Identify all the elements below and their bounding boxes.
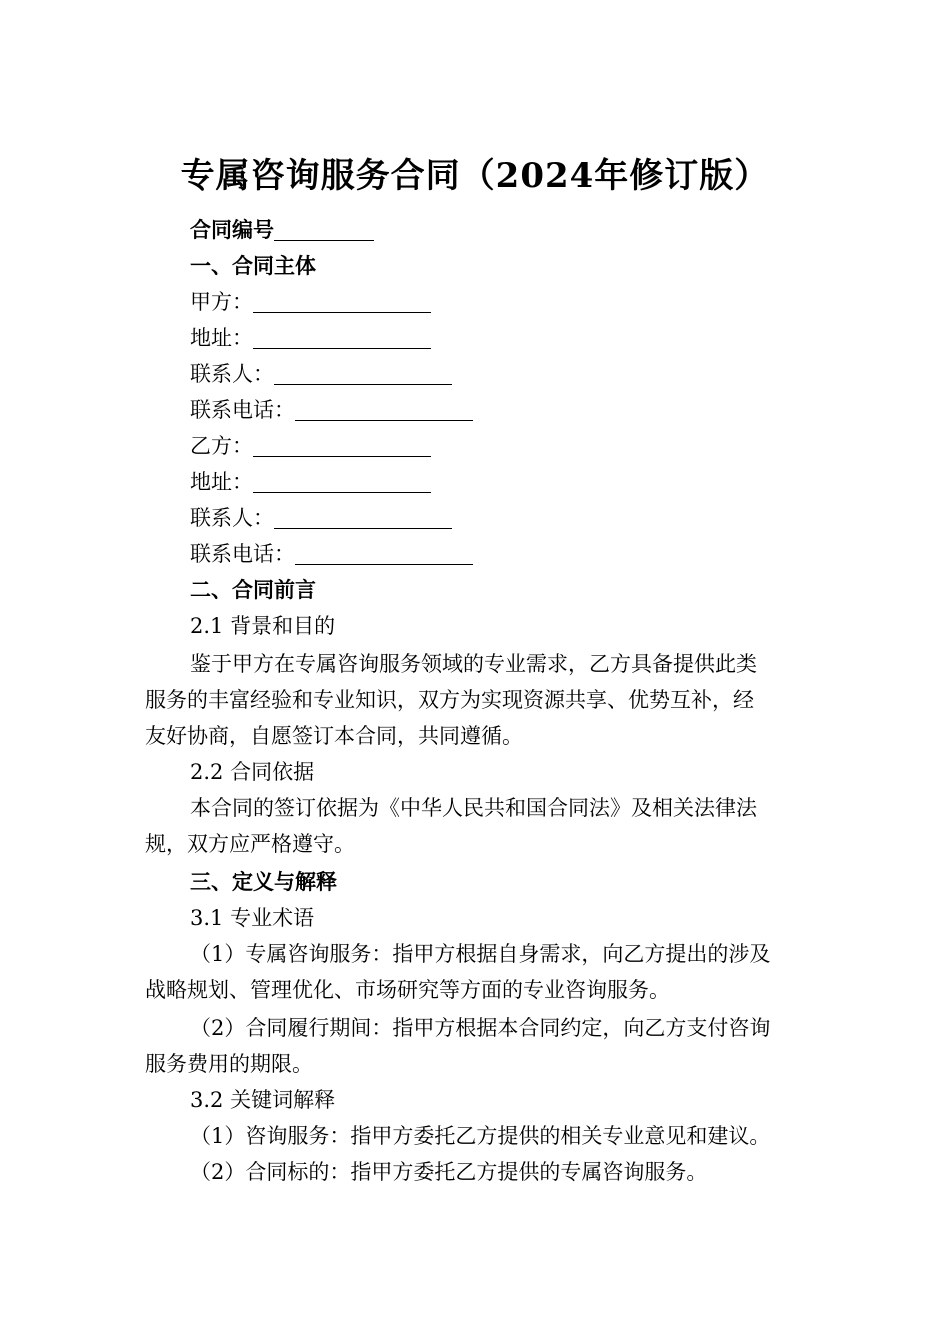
party-a-address-row xyxy=(190,320,431,356)
section2-sub2-line: 规，双方应严格遵守。 xyxy=(145,832,355,856)
party-b-contact-label: 联系人： xyxy=(190,506,274,530)
party-a-contact-blank[interactable] xyxy=(274,362,452,385)
document-title: 专属咨询服务合同（2024年修订版） xyxy=(180,156,770,196)
section3-sub1-item2-line: 服务费用的期限。 xyxy=(145,1052,313,1076)
section3-sub1-title: 3.1 专业术语 xyxy=(190,906,315,930)
party-a-address-blank[interactable] xyxy=(253,326,431,349)
contract-number-blank[interactable] xyxy=(274,218,374,241)
section3-sub1-item1-line: （1）专属咨询服务：指甲方根据自身需求，向乙方提出的涉及 xyxy=(190,942,771,966)
section3-sub2-item1: （1）咨询服务：指甲方委托乙方提供的相关专业意见和建议。 xyxy=(190,1124,771,1148)
party-b-blank[interactable] xyxy=(253,434,431,457)
contract-number-row xyxy=(190,212,374,248)
section3-sub1-item1-line: 战略规划、管理优化、市场研究等方面的专业咨询服务。 xyxy=(145,978,670,1002)
contract-number-label: 合同编号 xyxy=(190,217,274,242)
section3-sub2-item2: （2）合同标的：指甲方委托乙方提供的专属咨询服务。 xyxy=(190,1160,708,1184)
section3-heading: 三、定义与解释 xyxy=(190,869,337,894)
party-a-phone-row xyxy=(190,392,473,428)
section2-sub2-line: 本合同的签订依据为《中华人民共和国合同法》及相关法律法 xyxy=(190,796,757,820)
party-b-phone-label: 联系电话： xyxy=(190,542,295,566)
party-b-phone-blank[interactable] xyxy=(295,542,473,565)
party-a-blank[interactable] xyxy=(253,290,431,313)
party-b-address-row xyxy=(190,464,431,500)
party-a-address-label: 地址： xyxy=(190,326,253,350)
party-b-address-label: 地址： xyxy=(190,470,253,494)
party-a-label: 甲方： xyxy=(190,290,253,314)
party-a-contact-label: 联系人： xyxy=(190,362,274,386)
party-a-phone-blank[interactable] xyxy=(295,398,473,421)
section2-sub1-line: 服务的丰富经验和专业知识，双方为实现资源共享、优势互补，经 xyxy=(145,688,754,712)
section3-sub2-title: 3.2 关键词解释 xyxy=(190,1088,336,1112)
party-b-phone-row xyxy=(190,536,473,572)
party-b-address-blank[interactable] xyxy=(253,470,431,493)
section2-heading: 二、合同前言 xyxy=(190,577,316,602)
section1-heading: 一、合同主体 xyxy=(190,253,316,278)
section2-sub2-title: 2.2 合同依据 xyxy=(190,760,315,784)
party-b-row xyxy=(190,428,431,464)
section2-sub1-line: 友好协商，自愿签订本合同，共同遵循。 xyxy=(145,724,523,748)
party-a-contact-row xyxy=(190,356,452,392)
section2-sub1-line: 鉴于甲方在专属咨询服务领域的专业需求，乙方具备提供此类 xyxy=(190,652,757,676)
party-a-row xyxy=(190,284,431,320)
party-b-label: 乙方： xyxy=(190,434,253,458)
party-b-contact-blank[interactable] xyxy=(274,506,452,529)
section2-sub1-title: 2.1 背景和目的 xyxy=(190,614,336,638)
party-a-phone-label: 联系电话： xyxy=(190,398,295,422)
party-b-contact-row xyxy=(190,500,452,536)
section3-sub1-item2-line: （2）合同履行期间：指甲方根据本合同约定，向乙方支付咨询 xyxy=(190,1016,771,1040)
